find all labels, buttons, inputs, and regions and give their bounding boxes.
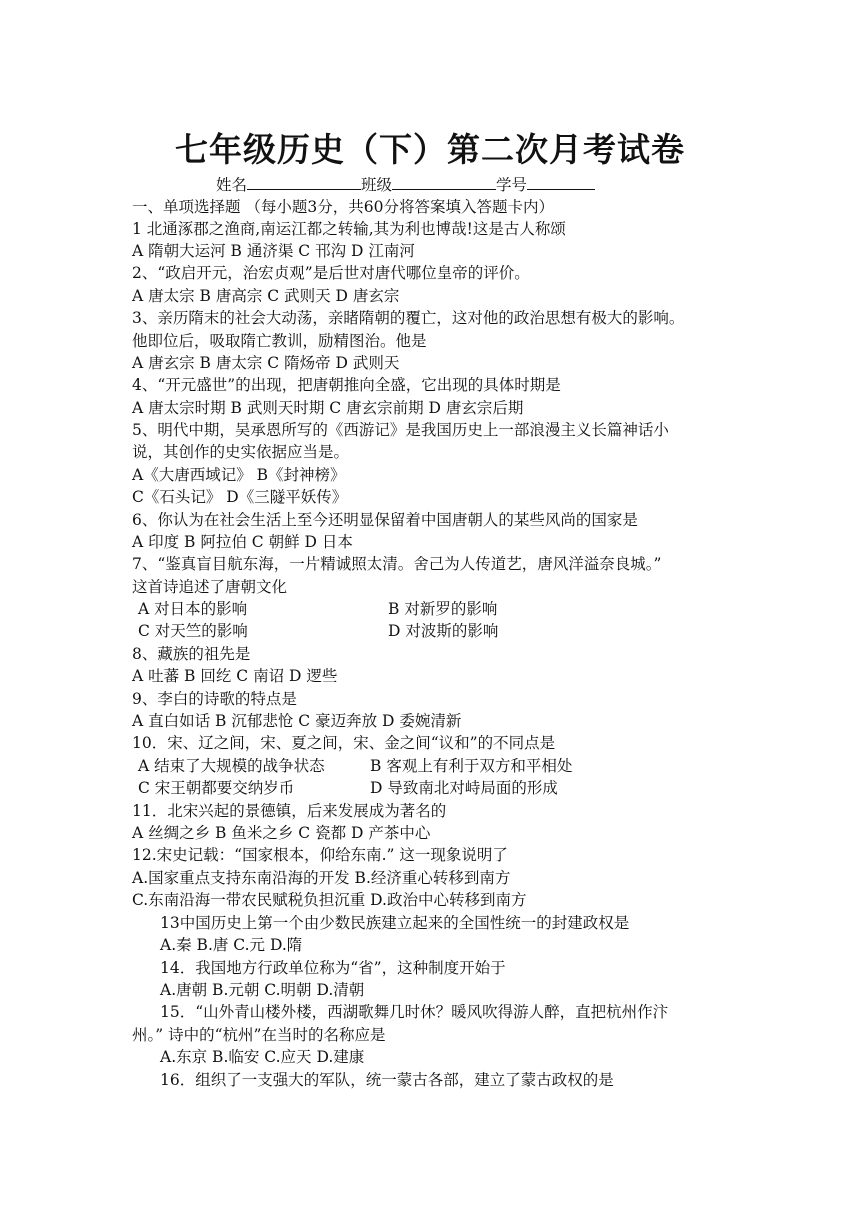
class-blank[interactable] [392, 174, 496, 190]
option-line: C.东南沿海一带农民赋税负担沉重 D.政治中心转移到南方 [132, 891, 527, 909]
question-line: 州。” 诗中的“杭州”在当时的名称应是 [132, 1026, 386, 1044]
option-line: A 唐玄宗 B 唐太宗 C 隋炀帝 D 武则天 [132, 354, 400, 372]
q7-options-row-2 [132, 620, 732, 642]
question-line: 8、藏族的祖先是 [132, 645, 251, 663]
option: B 客观上有利于双方和平相处 [370, 757, 573, 775]
name-label: 姓名 [216, 176, 248, 194]
class-label: 班级 [361, 176, 393, 194]
option: B 对新罗的影响 [388, 600, 498, 618]
option-line: A《大唐西域记》 B《封神榜》 [132, 466, 346, 484]
question-line: 4、“开元盛世”的出现，把唐朝推向全盛，它出现的具体时期是 [132, 376, 561, 394]
option: A 对日本的影响 [138, 600, 248, 618]
q10-options-row-1 [132, 755, 752, 777]
option: D 对波斯的影响 [388, 622, 499, 640]
option: D 导致南北对峙局面的形成 [370, 779, 558, 797]
option-line: A 印度 B 阿拉伯 C 朝鲜 D 日本 [132, 533, 353, 551]
option-line: A.秦 B.唐 C.元 D.隋 [160, 936, 303, 954]
exam-title: 七年级历史（下）第二次月考试卷 [175, 130, 685, 169]
option: C 宋王朝都要交纳岁币 [138, 779, 295, 797]
option-line: A 隋朝大运河 B 通济渠 C 邗沟 D 江南河 [132, 242, 415, 260]
id-blank[interactable] [527, 174, 595, 190]
option-line: A 唐太宗 B 唐高宗 C 武则天 D 唐玄宗 [132, 287, 400, 305]
option-line: C《石头记》 D《三隧平妖传》 [132, 488, 348, 506]
option-line: A.国家重点支持东南沿海的开发 B.经济重心转移到南方 [132, 869, 511, 887]
option: C 对天竺的影响 [138, 622, 248, 640]
question-line: 他即位后，吸取隋亡教训，励精图治。他是 [132, 332, 427, 350]
q10-options-row-2 [132, 777, 752, 799]
student-info-line [216, 174, 595, 196]
question-line: 3、亲历隋末的社会大动荡，亲睹隋朝的覆亡，这对他的政治思想有极大的影响。 [132, 309, 685, 327]
question-line: 说，其创作的史实依据应当是。 [132, 443, 350, 461]
section-heading: 一、单项选择题 （每小题3分，共60分将答案填入答题卡内） [132, 198, 555, 216]
option-line: A 丝绸之乡 B 鱼米之乡 C 瓷都 D 产茶中心 [132, 824, 431, 842]
question-line: 13中国历史上第一个由少数民族建立起来的全国性统一的封建政权是 [160, 914, 630, 932]
option-line: A.东京 B.临安 C.应天 D.建康 [160, 1048, 365, 1066]
option-line: A 直白如话 B 沉郁悲怆 C 豪迈奔放 D 委婉清新 [132, 712, 462, 730]
q7-options-row-1 [132, 598, 732, 620]
option-line: A 吐蕃 B 回纥 C 南诏 D 逻些 [132, 667, 338, 685]
question-line: 14．我国地方行政单位称为“省”，这种制度开始于 [160, 959, 506, 977]
id-label: 学号 [496, 176, 528, 194]
question-line: 9、李白的诗歌的特点是 [132, 690, 297, 708]
option-line: A.唐朝 B.元朝 C.明朝 D.清朝 [160, 981, 365, 999]
question-line: 15．“山外青山楼外楼，西湖歌舞几时休？暖风吹得游人醉，直把杭州作汴 [160, 1003, 669, 1021]
question-line: 16．组织了一支强大的军队，统一蒙古各部，建立了蒙古政权的是 [160, 1071, 614, 1089]
option-line: A 唐太宗时期 B 武则天时期 C 唐玄宗前期 D 唐玄宗后期 [132, 399, 524, 417]
question-line: 12.宋史记载：“国家根本，仰给东南.” 这一现象说明了 [132, 846, 508, 864]
question-line: 2、“政启开元，治宏贞观”是后世对唐代哪位皇帝的评价。 [132, 264, 530, 282]
name-blank[interactable] [247, 174, 361, 190]
question-line: 这首诗追述了唐朝文化 [132, 578, 288, 596]
question-line: 11．北宋兴起的景德镇，后来发展成为著名的 [132, 802, 447, 820]
question-line: 1 北通涿郡之渔商,南运江都之转输,其为利也博哉!这是古人称颂 [132, 220, 566, 238]
question-line: 10．宋、辽之间，宋、夏之间，宋、金之间“议和”的不同点是 [132, 734, 556, 752]
question-line: 5、明代中期，吴承恩所写的《西游记》是我国历史上一部浪漫主义长篇神话小 [132, 421, 669, 439]
option: A 结束了大规模的战争状态 [138, 757, 325, 775]
question-line: 6、你认为在社会生活上至今还明显保留着中国唐朝人的某些风尚的国家是 [132, 511, 638, 529]
question-line: 7、“鉴真盲目航东海，一片精诚照太清。舍己为人传道艺，唐风洋溢奈良城。” [132, 555, 662, 573]
